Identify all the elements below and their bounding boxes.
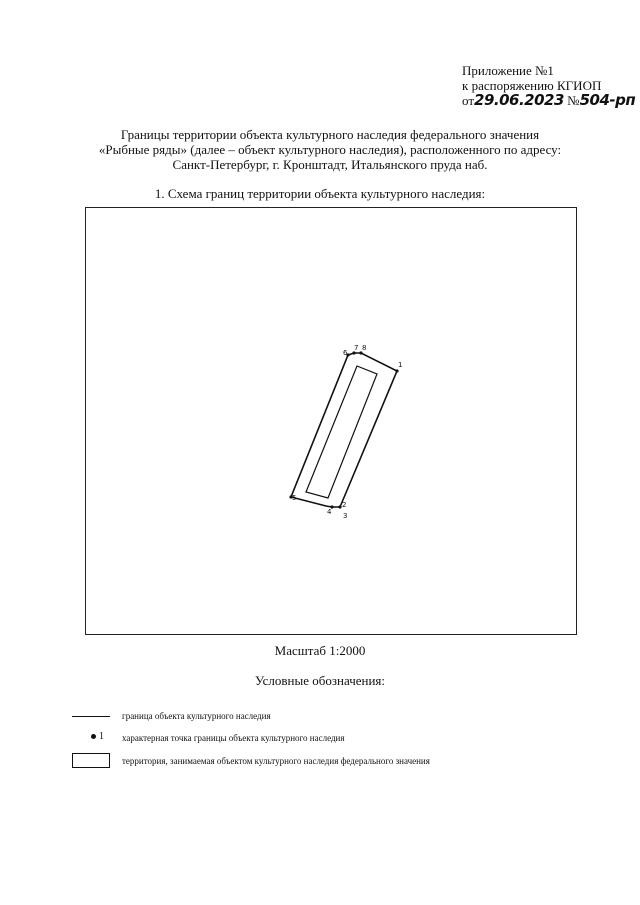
- point-label-5: 5: [292, 494, 297, 502]
- legend-point: [72, 730, 592, 750]
- legend-title: Условные обозначения:: [254, 673, 386, 688]
- date-prefix: от: [462, 93, 475, 108]
- point-label-1: 1: [398, 361, 403, 369]
- appendix-line2: к распоряжению КГИОП: [462, 78, 602, 93]
- heritage-boundary-line: [291, 353, 397, 507]
- map-drawing: [86, 208, 578, 636]
- legend-boundary-text: граница объекта культурного наследия: [122, 711, 271, 721]
- point-symbol-label: 1: [99, 731, 104, 742]
- handwritten-number: 504-рп: [579, 91, 636, 109]
- appendix-block: [462, 63, 635, 108]
- appendix-line3: [462, 93, 635, 108]
- legend-territory-text: территория, занимаемая объектом культурного наследия федерального значения: [122, 756, 430, 766]
- point-label-3: 3: [343, 512, 348, 520]
- boundary-map: [85, 207, 577, 635]
- number-prefix: №: [567, 93, 580, 108]
- point-label-4: 4: [327, 508, 332, 516]
- boundary-point-1: [395, 369, 398, 372]
- boundary-line-symbol: [72, 716, 110, 717]
- point-label-6: 6: [343, 349, 348, 357]
- map-scale: Масштаб 1:2000: [274, 643, 366, 658]
- handwritten-date: 29.06.2023: [474, 91, 564, 109]
- point-symbol: [91, 734, 96, 739]
- territory-rect-symbol: [72, 753, 110, 768]
- section-heading: 1. Схема границ территории объекта культурного наследия:: [154, 186, 486, 201]
- title-line3: Санкт-Петербург, г. Кронштадт, Итальянского пруда наб.: [172, 157, 488, 172]
- legend-point-text: характерная точка границы объекта культурного наследия: [122, 733, 345, 743]
- legend-boundary: [72, 708, 592, 728]
- appendix-line1: Приложение №1: [462, 63, 554, 78]
- point-label-2: 2: [342, 501, 347, 509]
- legend-territory: [72, 753, 592, 773]
- title-line2: «Рыбные ряды» (далее – объект культурного наследия), расположенного по адресу:: [98, 142, 562, 157]
- point-label-7: 7: [354, 344, 359, 352]
- title-line1: Границы территории объекта культурного наследия федерального значения: [120, 127, 540, 142]
- point-label-8: 8: [362, 344, 367, 352]
- document-title: [60, 127, 600, 172]
